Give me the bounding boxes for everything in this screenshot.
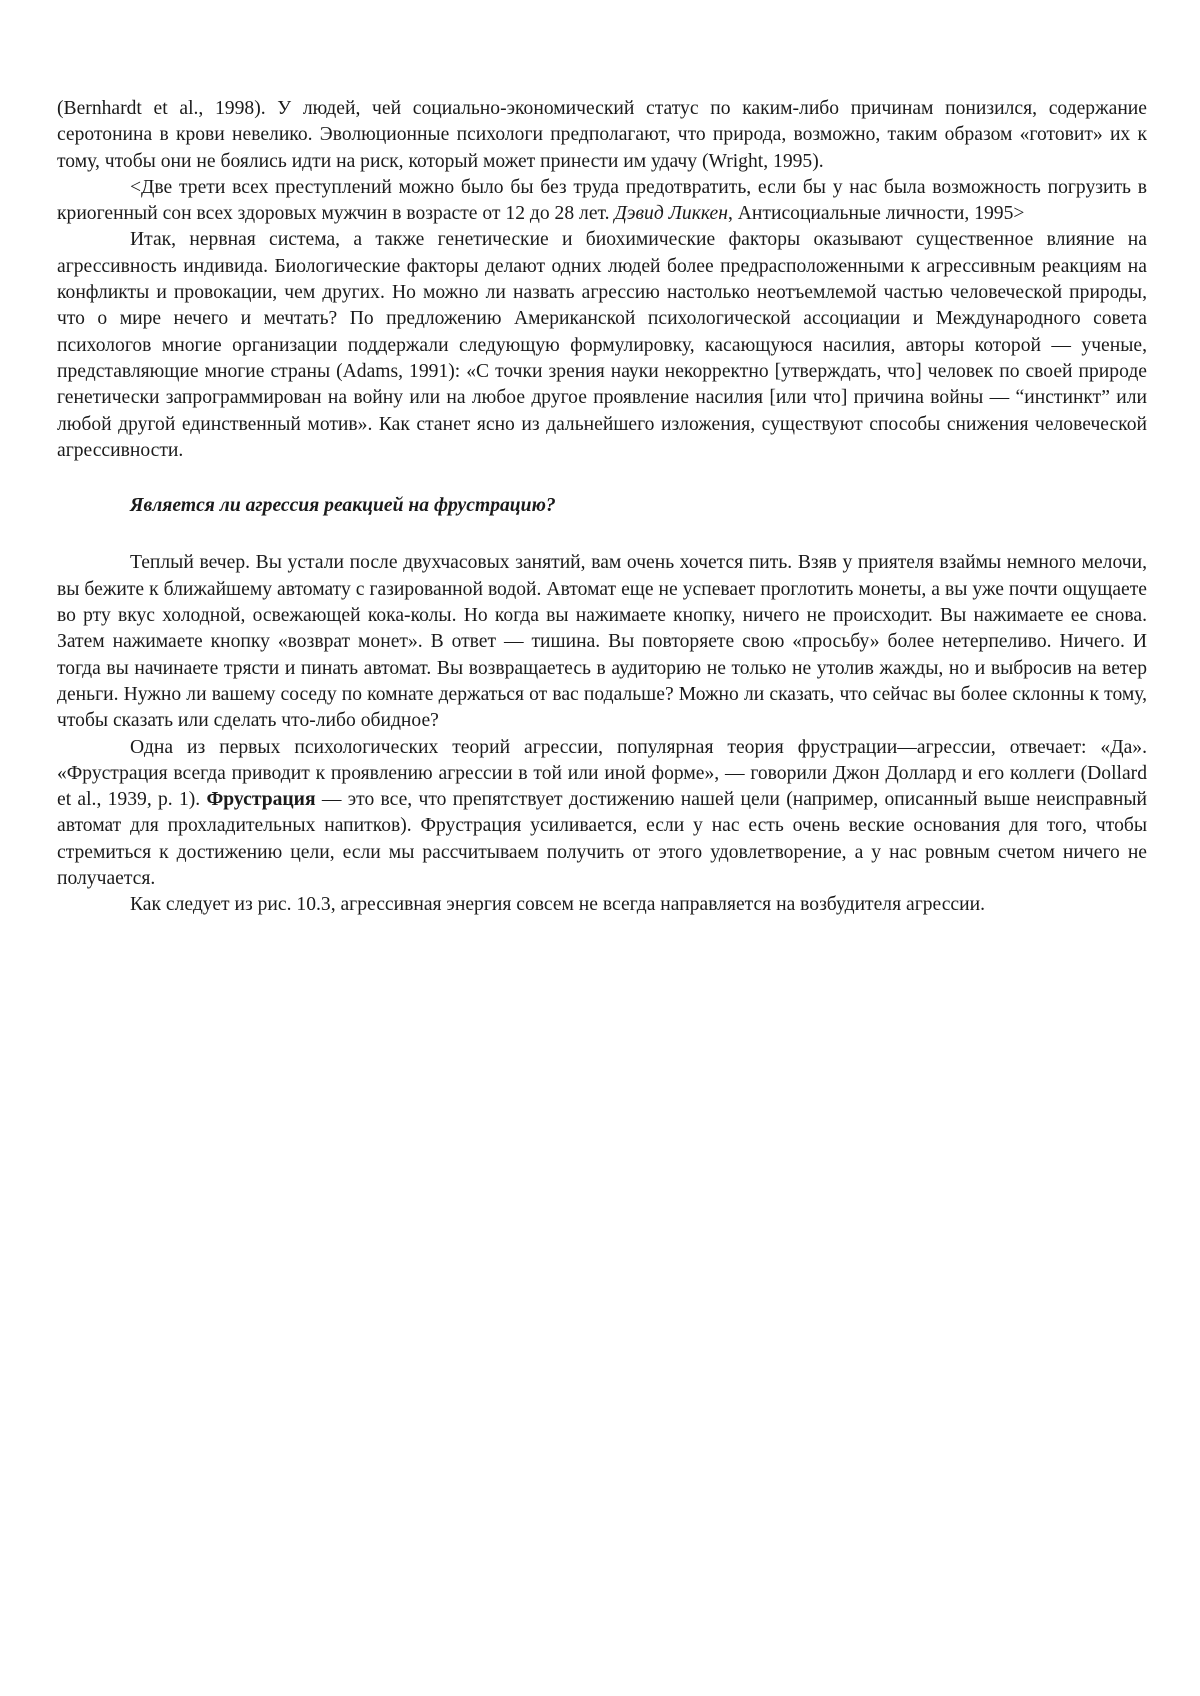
quote-lykken: [57, 175, 1147, 228]
quote-source: , Антисоциальные личности, 1995>: [727, 203, 1025, 225]
frustration-intro: Одна из первых психологических теорий агрессии, популярная теория фрустрации—агрессии, отвечает: «Да». «Фрустрация всегда приводит к проявлению агрессии в той или иной форме», — говорили Джон Доллард и его коллеги (Dollard et al., 1939, p. 1).: [57, 736, 1147, 811]
document-page: [57, 96, 1147, 919]
paragraph-frustration-theory: [57, 735, 1147, 893]
paragraph-biology: Итак, нервная система, а также генетические и биохимические факторы оказывают существенное влияние на агрессивность индивида. Биологические факторы делают одних людей более предрасположенными к агрессивным реакциям на конфликты и провокации, чем других. Но можно ли назвать агрессию настолько неотъемлемой частью человеческой природы, что о мире нечего и мечтать? По предложению Американской психологической ассоциации и Международного совета психологов многие организации поддержали следующую формулировку, касающуюся насилия, авторы которой — ученые, представляющие многие страны (Adams, 1991): «С точки зрения науки некорректно [утверждать, что] человек по своей природе генетически запрограммирован на войну или на любое другое проявление насилия [или что] причина войны — “инстинкт” или любой другой единственный мотив». Как станет ясно из дальнейшего изложения, существуют способы снижения человеческой агрессивности.: [57, 229, 1147, 461]
paragraph-serotonin: (Bernhardt et al., 1998). У людей, чей социально-экономический статус по каким-либо причинам понизился, содержание серотонина в крови невелико. Эволюционные психологи предполагают, что природа, возможно, таким образом «готовит» их к тому, чтобы они не боялись идти на риск, который может принести им удачу (Wright, 1995).: [57, 98, 1147, 172]
paragraph-vending-machine: Теплый вечер. Вы устали после двухчасовых занятий, вам очень хочется пить. Взяв у приятеля взаймы немного мелочи, вы бежите к ближайшему автомату с газированной водой. Автомат еще не успевает проглотить монеты, а вы уже почти ощущаете во рту вкус холодной, освежающей кока-колы. Но когда вы нажимаете кнопку, ничего не происходит. Вы нажимаете ее снова. Затем нажимаете кнопку «возврат монет». В ответ — тишина. Вы повторяете свою «просьбу» более нетерпеливо. Ничего. И тогда вы начинаете трясти и пинать автомат. Вы возвращаетесь в аудиторию не только не утолив жажды, но и выбросив на ветер деньги. Нужно ли вашему соседу по комнате держаться от вас подальше? Можно ли сказать, что сейчас вы более склонны к тому, чтобы сказать или сделать что-либо обидное?: [57, 552, 1147, 732]
section-heading: Является ли агрессия реакцией на фрустрацию?: [130, 495, 556, 517]
frustration-definition: — это все, что препятствует достижению нашей цели (например, описанный выше неисправный автомат для прохладительных напитков). Фрустрация усиливается, если у нас есть очень веские основания для того, чтобы стремиться к достижению цели, если мы рассчитываем получить от этого удовлетворение, а у нас ровным счетом ничего не получается.: [57, 789, 1147, 890]
quote-text: <Две трети всех преступлений можно было бы без труда предотвратить, если бы у нас была возможность погрузить в криогенный сон всех здоровых мужчин в возрасте от 12 до 28 лет.: [57, 176, 1147, 225]
frustration-term: Фрустрация: [206, 789, 316, 811]
quote-author: Дэвид Ликкен: [614, 203, 728, 225]
paragraph-figure-reference: Как следует из рис. 10.3, агрессивная энергия совсем не всегда направляется на возбудителя агрессии.: [130, 894, 985, 916]
